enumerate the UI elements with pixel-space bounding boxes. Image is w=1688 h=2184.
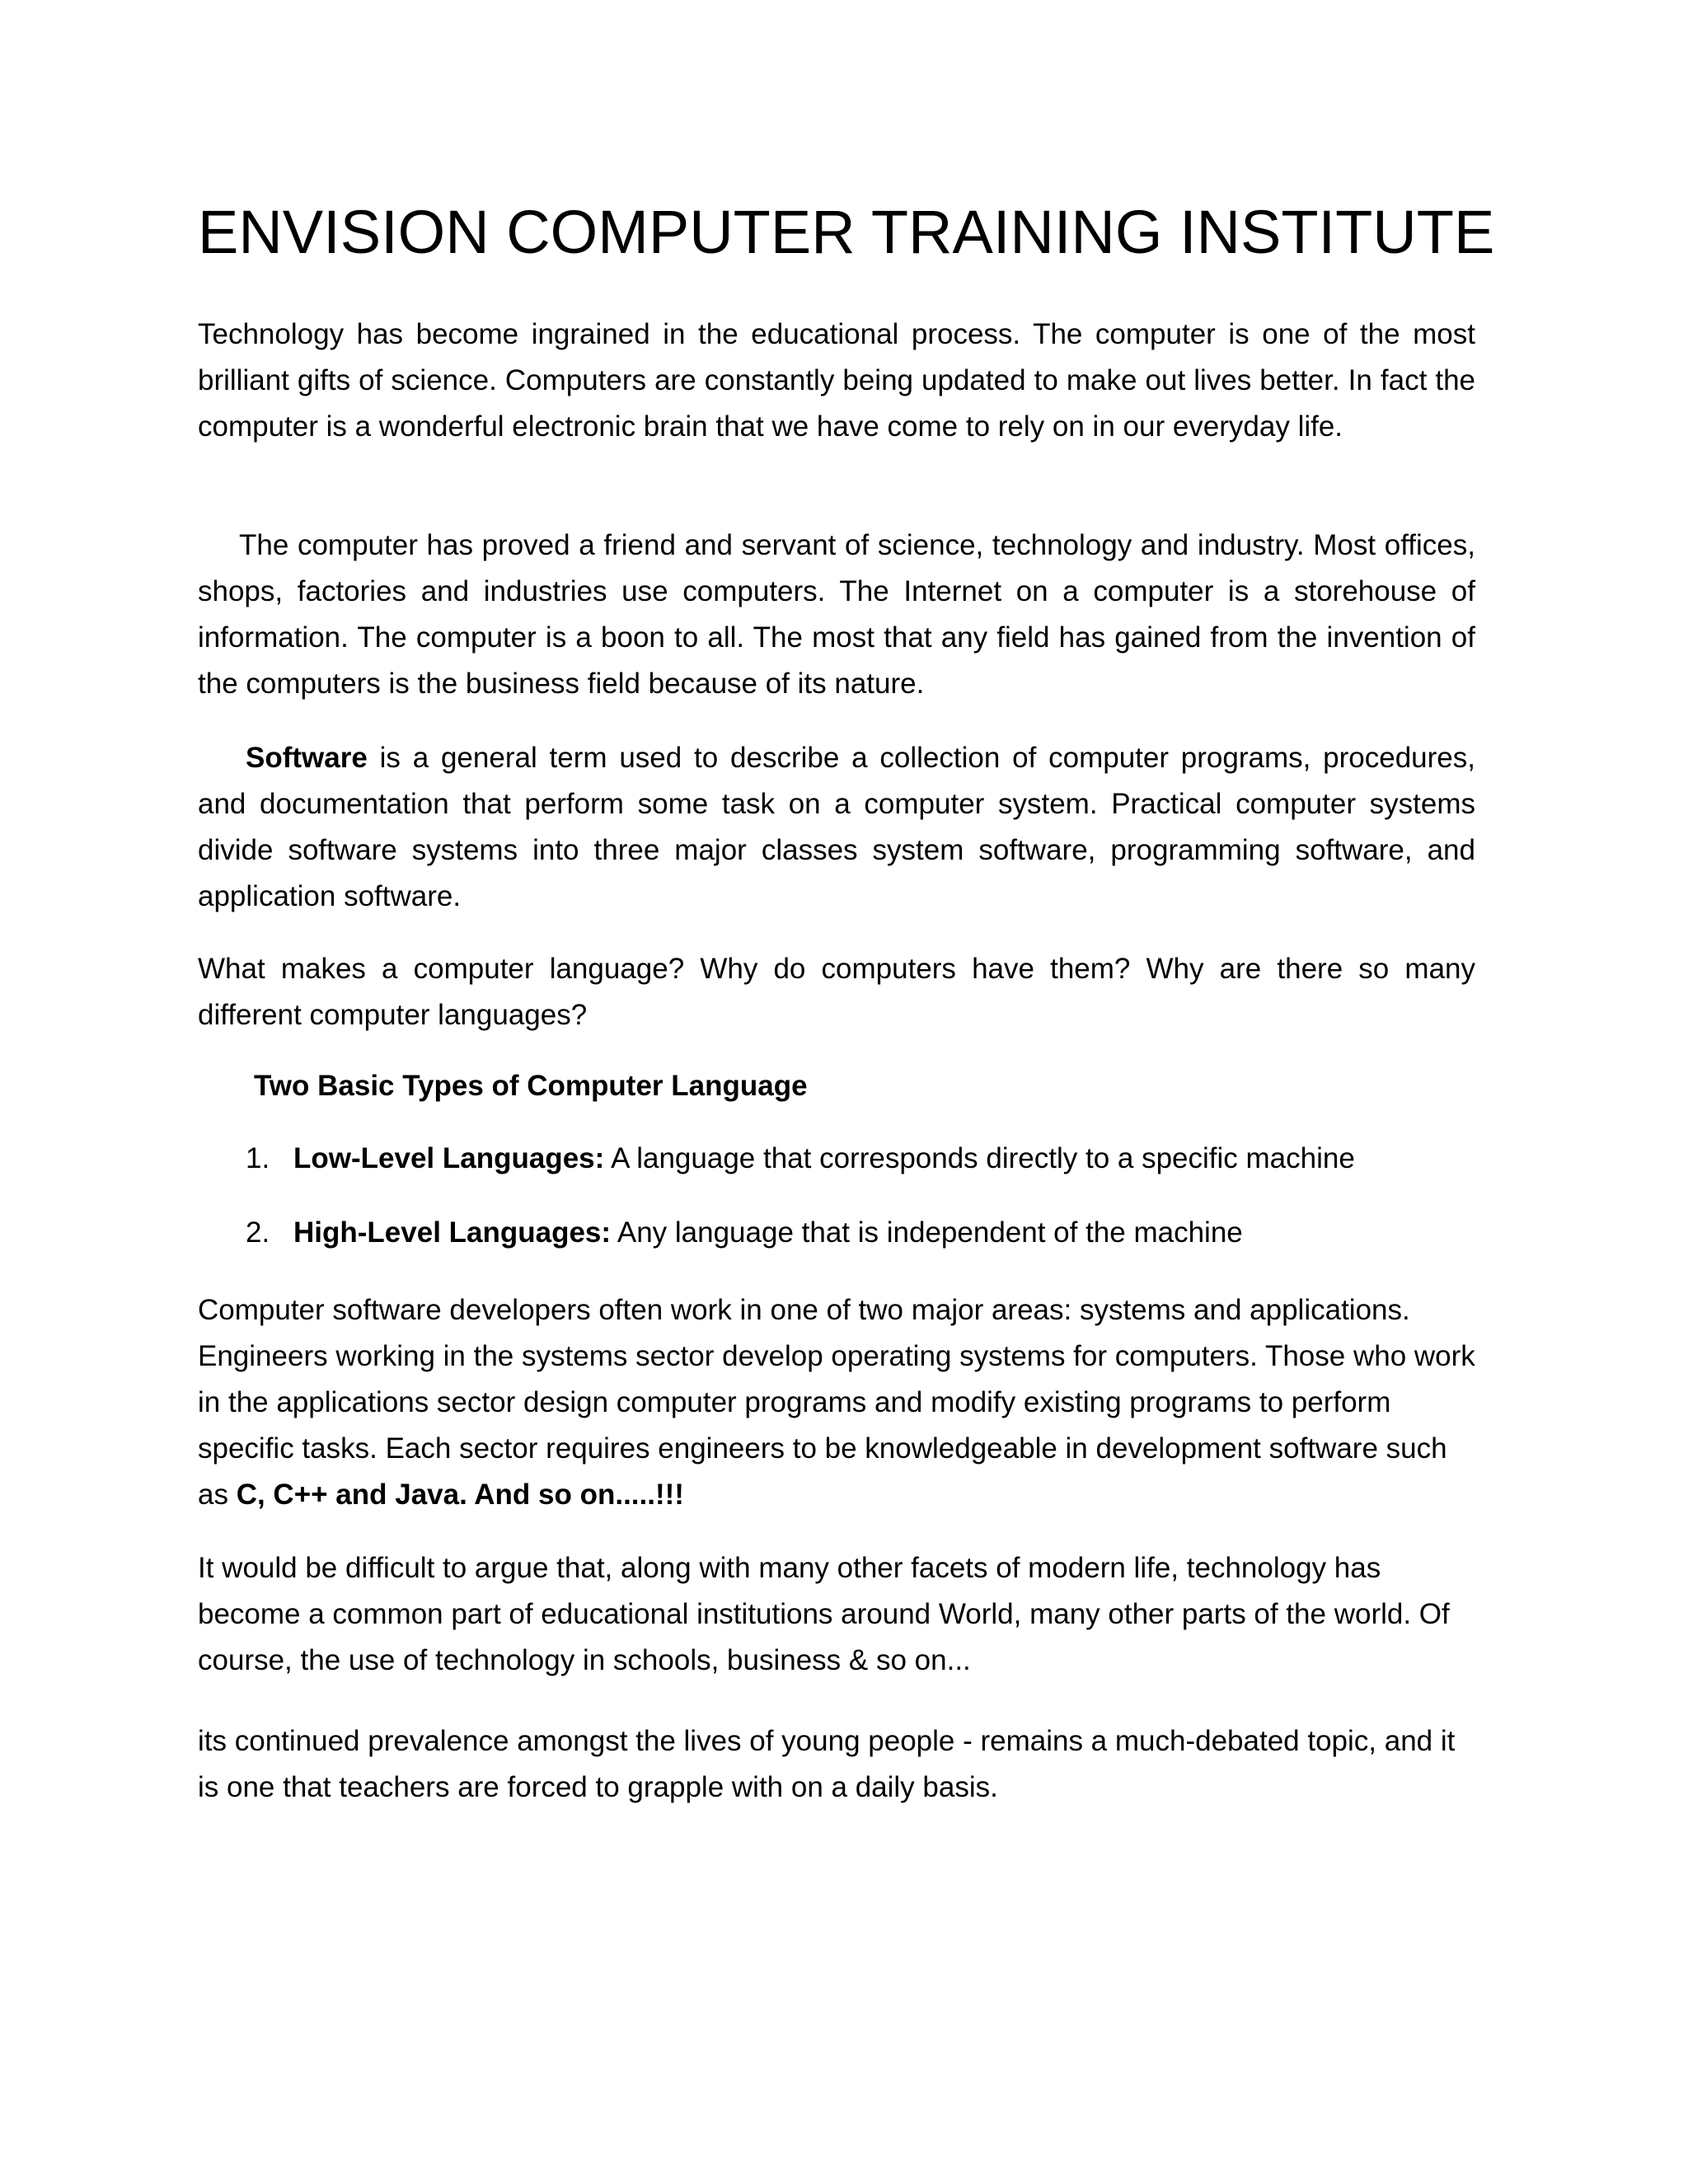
computer-uses-text: The computer has proved a friend and servant of science, technology and industry. Most offices, shops, factories and industries use computers. The Internet on a computer is a storehouse of information. The computer is a boon to all. The most that any field has gained from the invention of the computers is the business field because of its nature. xyxy=(198,529,1475,700)
list-item-term: High-Level Languages: xyxy=(293,1216,612,1249)
developers-text: Computer software developers often work in one of two major areas: systems and applications. Engineers working in the systems sector develop operating systems for computers. Those who work in the applications sector design computer programs and modify existing programs to perform specific tasks. Each sector requires engineers to be knowledgeable in development software such as xyxy=(198,1294,1475,1511)
software-paragraph xyxy=(198,735,1475,920)
list-item xyxy=(198,1136,1475,1210)
closing-paragraph: its continued prevalence amongst the lives of young people - remains a much-debated topic, and it is one that teachers are forced to grapple with on a daily basis. xyxy=(198,1725,1456,1803)
list-item xyxy=(198,1210,1475,1284)
page-title: ENVISION COMPUTER TRAINING INSTITUTE xyxy=(198,198,1495,266)
computer-uses-paragraph xyxy=(198,523,1475,707)
language-questions-paragraph: What makes a computer language? Why do computers have them? Why are there so many different computer languages? xyxy=(198,953,1475,1031)
languages-emphasis: C, C++ and Java. And so on.....!!! xyxy=(236,1479,684,1511)
software-term: Software xyxy=(246,742,368,774)
list-item-definition: A language that corresponds directly to a specific machine xyxy=(604,1142,1355,1174)
technology-education-paragraph: It would be difficult to argue that, along with many other facets of modern life, technology has become a common part of educational institutions around World, many other parts of the world. Of course, the use of technology in schools, business & so on... xyxy=(198,1552,1450,1676)
languages-list xyxy=(198,1136,1475,1284)
software-definition: is a general term used to describe a collection of computer programs, procedures, and documentation that perform some task on a computer system. Practical computer systems divide software systems into three major classes system software, programming software, and application software. xyxy=(198,742,1475,912)
list-item-definition: Any language that is independent of the machine xyxy=(611,1216,1243,1249)
list-item-number: 1. xyxy=(246,1142,270,1174)
intro-paragraph: Technology has become ingrained in the educational process. The computer is one of the most brilliant gifts of science. Computers are constantly being updated to make out lives better. In fact the computer is a wonderful electronic brain that we have come to rely on in our everyday life. xyxy=(198,318,1475,443)
languages-heading: Two Basic Types of Computer Language xyxy=(254,1070,808,1102)
list-item-number: 2. xyxy=(246,1216,270,1249)
developers-paragraph xyxy=(198,1287,1484,1518)
list-item-term: Low-Level Languages: xyxy=(293,1142,605,1174)
